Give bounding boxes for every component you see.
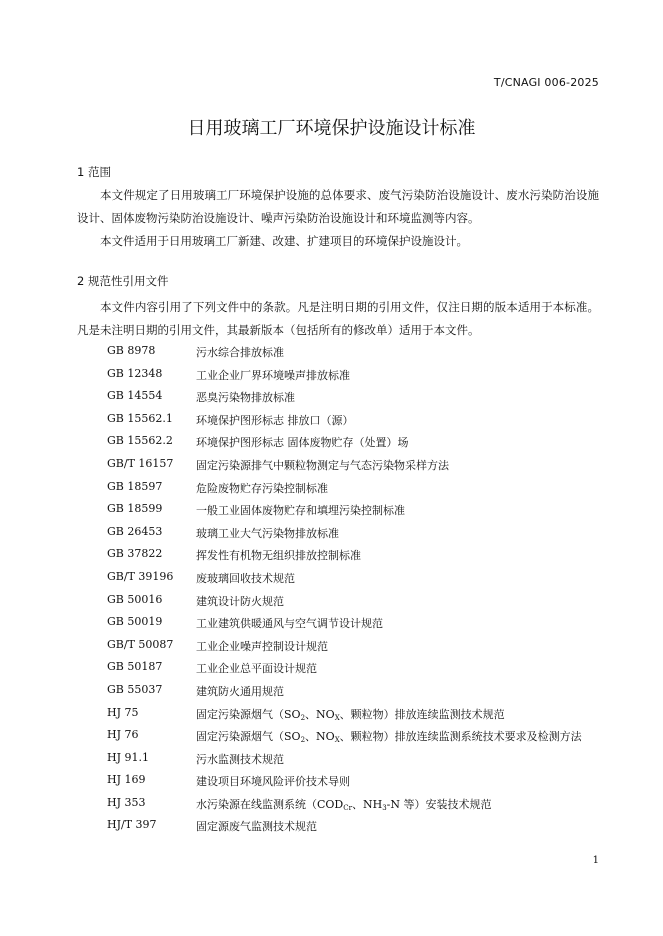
reference-code: HJ 76 <box>107 728 139 742</box>
reference-title: 固定污染源排气中颗粒物测定与气态污染物采样方法 <box>196 458 449 472</box>
reference-code: GB 18599 <box>107 502 163 516</box>
page-number: 1 <box>592 855 599 866</box>
reference-code: GB 55037 <box>107 682 163 696</box>
reference-list <box>77 341 607 838</box>
reference-code: GB 50187 <box>107 660 163 674</box>
reference-row <box>77 680 607 703</box>
reference-title: 环境保护图形标志 固体废物贮存（处置）场 <box>196 436 409 450</box>
reference-title: 工业企业总平面设计规范 <box>196 662 317 676</box>
reference-row <box>77 635 607 658</box>
reference-title: 一般工业固体废物贮存和填埋污染控制标准 <box>196 504 405 518</box>
reference-row <box>77 590 607 613</box>
reference-row <box>77 703 607 726</box>
reference-code: GB/T 39196 <box>107 569 174 583</box>
reference-title: 环境保护图形标志 排放口（源） <box>196 413 354 427</box>
reference-row <box>77 431 607 454</box>
reference-title: 恶臭污染物排放标准 <box>196 391 295 405</box>
reference-row <box>77 612 607 635</box>
reference-title: 危险废物贮存污染控制标准 <box>196 481 328 495</box>
reference-row <box>77 454 607 477</box>
reference-row <box>77 364 607 387</box>
reference-title: 建筑设计防火规范 <box>196 594 284 608</box>
reference-code: GB 14554 <box>107 389 163 403</box>
reference-title: 固定污染源烟气（$SO_2$、$NO_X$、颗粒物）排放连续监测系统技术要求及检测方法 <box>196 730 582 745</box>
reference-code: GB 50019 <box>107 615 163 629</box>
reference-code: GB/T 50087 <box>107 637 174 651</box>
reference-row <box>77 341 607 364</box>
reference-row <box>77 657 607 680</box>
reference-title: 工业企业厂界环境噪声排放标准 <box>196 368 350 382</box>
section-1-paragraph-1: 本文件规定了日用玻璃工厂环境保护设施的总体要求、废气污染防治设施设计、废水污染防治设施设计、固体废物污染防治设施设计、噪声污染防治设施设计和环境监测等内容。 <box>77 188 599 225</box>
reference-title: 水污染源在线监测系统（$COD_{Cr}$、$NH_3-N$ 等）安装技术规范 <box>196 797 492 812</box>
reference-row <box>77 409 607 432</box>
reference-title: 建筑防火通用规范 <box>196 684 284 698</box>
section-1-paragraph-2: 本文件适用于日用玻璃工厂新建、改建、扩建项目的环境保护设施设计。 <box>100 234 468 248</box>
reference-row <box>77 815 607 838</box>
reference-code: HJ 353 <box>107 795 146 809</box>
reference-code: GB 37822 <box>107 547 163 561</box>
reference-title: 固定源废气监测技术规范 <box>196 820 317 834</box>
reference-title: 玻璃工业大气污染物排放标准 <box>196 526 339 540</box>
reference-row <box>77 770 607 793</box>
reference-code: HJ 169 <box>107 773 146 787</box>
reference-row <box>77 544 607 567</box>
reference-code: GB 26453 <box>107 524 163 538</box>
section-2-heading: 2 规范性引用文件 <box>77 274 169 288</box>
reference-title: 污水监测技术规范 <box>196 752 284 766</box>
reference-code: HJ/T 397 <box>107 818 157 832</box>
section-2-paragraph-1: 本文件内容引用了下列文件中的条款。凡是注明日期的引用文件，仅注日期的版本适用于本标准。凡是未注明日期的引用文件，其最新版本（包括所有的修改单）适用于本文件。 <box>77 300 599 337</box>
document-title: 日用玻璃工厂环境保护设施设计标准 <box>187 118 476 139</box>
reference-row <box>77 477 607 500</box>
standard-code: T/CNAGI 006-2025 <box>493 76 599 89</box>
reference-row <box>77 725 607 748</box>
section-1-heading: 1 范围 <box>77 165 111 179</box>
reference-code: GB 18597 <box>107 479 163 493</box>
reference-title: 污水综合排放标准 <box>196 346 284 359</box>
reference-title: 挥发性有机物无组织排放控制标准 <box>196 549 361 563</box>
reference-code: GB 15562.1 <box>107 411 173 425</box>
reference-code: HJ 75 <box>107 705 139 719</box>
reference-title: 建设项目环境风险评价技术导则 <box>196 775 350 789</box>
reference-row <box>77 567 607 590</box>
reference-row <box>77 522 607 545</box>
reference-code: GB 15562.2 <box>107 434 173 448</box>
reference-title: 固定污染源烟气（$SO_2$、$NO_X$、颗粒物）排放连续监测技术规范 <box>196 707 505 722</box>
reference-title: 工业企业噪声控制设计规范 <box>196 639 328 653</box>
reference-title: 废玻璃回收技术规范 <box>196 571 295 585</box>
reference-code: GB/T 16157 <box>107 456 174 470</box>
reference-title: 工业建筑供暖通风与空气调节设计规范 <box>196 617 383 631</box>
reference-code: GB 12348 <box>107 366 163 380</box>
reference-row <box>77 748 607 771</box>
reference-code: GB 50016 <box>107 592 163 606</box>
reference-code: GB 8978 <box>107 344 156 357</box>
reference-row <box>77 499 607 522</box>
reference-code: HJ 91.1 <box>107 750 149 764</box>
reference-row <box>77 386 607 409</box>
reference-row <box>77 793 607 816</box>
